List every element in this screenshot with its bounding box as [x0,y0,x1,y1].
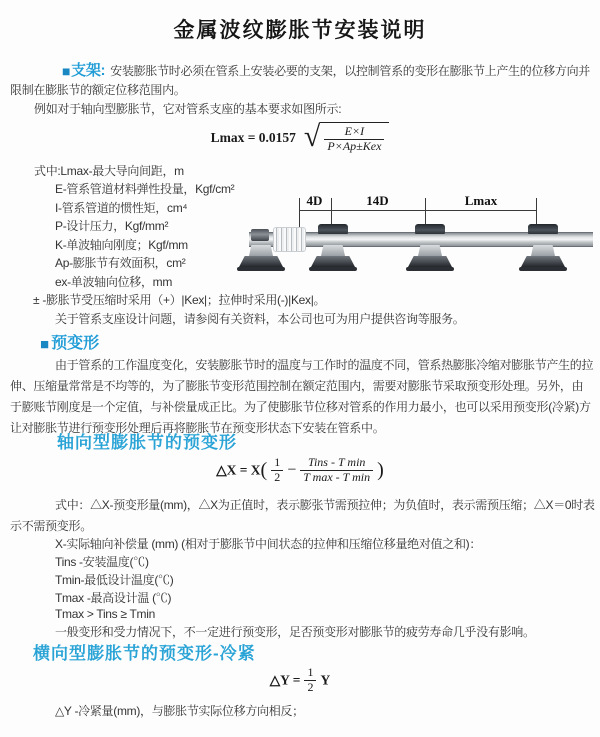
pipe-end-fitting [251,229,269,241]
half-fraction: $\frac{1}{2}$ [304,666,316,695]
preform-paragraph-line: 让对膨胀节进行预变形处理后再将膨胀节在预变形状态下安装在管系中。 [10,421,385,435]
temp-definition-line: Tmin-最低设计温度(℃) [55,573,174,587]
minus-sign: − [287,461,297,479]
pipe-support [239,245,283,273]
kex-sign-line: ± -膨胀节受压缩时采用（+）|Kex|；拉伸时采用(-)|Kex|。 [33,293,326,307]
preform-paragraph-line: 由于管系的工作温度变化，安装膨胀节时的温度与工作时的温度不同，管系热膨胀冷缩对膨胀节产生的拉 [55,358,594,372]
lateral-formula-rhs: Y [320,672,331,688]
pipe-support [521,224,565,272]
preform-section-heading [40,330,99,353]
lmax-fraction [324,125,384,154]
axial-desc-line1: 式中：△X-预变形量(mm)，△X为正值时，表示膨张节需预拉伸；为负值时，表示需预压缩；△X＝0时表 [55,498,595,512]
lateral-formula-lhs: △Y = [269,672,301,688]
lmax-fraction-denominator: P×Ap±Kex [327,138,382,153]
lateral-formula [0,666,600,695]
preform-paragraph-line: 伸、压缩量常常是不均等的，为了膨胀节变形范围控制在额定范围内，需要对膨胀节采取预变形处理。另外，由 [10,379,584,393]
pipe-support [408,224,452,272]
pipe-support [311,224,355,272]
preform-paragraph-line: 于膨账节刚度是一个定值，与补偿量成正比。为了使膨胀节位移对管系的作用力最小，也可以采用预变形(冷紧)方 [10,400,591,414]
support-paragraph-line2: 限制在膨胀节的额定位移范围内。 [10,83,186,97]
definition-line: ex-单波轴向位移，mm [55,275,173,289]
temp-definition-line: Tins -安装温度(℃) [55,555,149,569]
dimension-line [299,210,537,211]
page-title: 金属波纹膨胀节安装说明 [173,19,427,42]
definition-line: I-管系管道的惯性矩，cm⁴ [55,201,188,215]
axial-note-line: 一般变形和受力情况下，不一定进行预变形，足否预变形对膨胀节的疲劳寿命几乎没有影响。 [55,625,535,639]
definition-line: Ap-膨胀节有效面积，cm² [55,256,186,270]
radical-sign: √ [303,120,321,153]
axial-desc-line2: 示不需预变形。 [10,519,92,533]
lmax-formula [0,122,600,154]
consult-line: 关于管系支座设计问题，请参阅有关资料，本公司也可为用户提供咨询等服务。 [55,312,465,326]
axial-x-definition: X-实际轴向补偿量 (mm) (相对于膨胀节中间状态的拉伸和压缩位移量绝对值之和)： [55,537,482,551]
definition-line: 式中:Lmax-最大导向间距，m [34,164,184,178]
support-section-heading: 支架: [71,62,106,79]
pipe-support-diagram [245,192,597,292]
dim-label-14d: 14D [366,193,389,208]
axial-formula-lhs: △X = X [216,462,261,478]
lateral-note-line: △Y -冷紧量(mm)，与膨胀节实际位移方向相反； [55,704,304,718]
support-paragraph-line1 [62,59,590,80]
definition-line: K-单波轴向刚度；Kgf/mm [55,238,188,252]
definition-line: P-设计压力，Kgf/mm² [55,219,169,233]
preform-heading-label: 预变形 [51,335,100,352]
lateral-subheading: 横向型膨胀节的预变形-冷紧 [33,644,256,663]
left-paren: ( [260,458,268,481]
section-bullet-icon: ■ [62,63,71,79]
temperature-fraction: $\frac{\text{Tins - T min}}{\text{T max - T min}}$ [300,456,373,485]
dim-label-4d: 4D [306,193,323,208]
axial-subheading: 轴向型膨胀节的预变形 [57,433,237,452]
temp-inequality-line: Tmax > Tins ≥ Tmin [55,607,155,621]
support-text-1: 安装膨胀节时必须在管系上安装必要的支架，以控制管系的变形在膨胀节上产生的位移方向并 [110,64,590,78]
sqrt-radical [304,122,389,154]
section-bullet-icon: ■ [40,336,50,353]
half-fraction: $\frac{1}{2}$ [271,456,283,485]
lmax-formula-lhs: Lmax = 0.0157 [210,129,296,145]
lmax-fraction-numerator: E×I [324,125,384,140]
support-paragraph-line3: 例如对于轴向型膨胀节，它对管系支座的基本要求如图所示: [34,102,342,116]
definition-line: E-管系管道材料弹性投量，Kgf/cm² [55,182,235,196]
dim-label-lmax: Lmax [464,193,498,208]
temp-definition-line: Tmax -最高设计温 (℃) [55,591,172,605]
right-paren: ) [377,458,384,481]
axial-formula [0,456,600,485]
